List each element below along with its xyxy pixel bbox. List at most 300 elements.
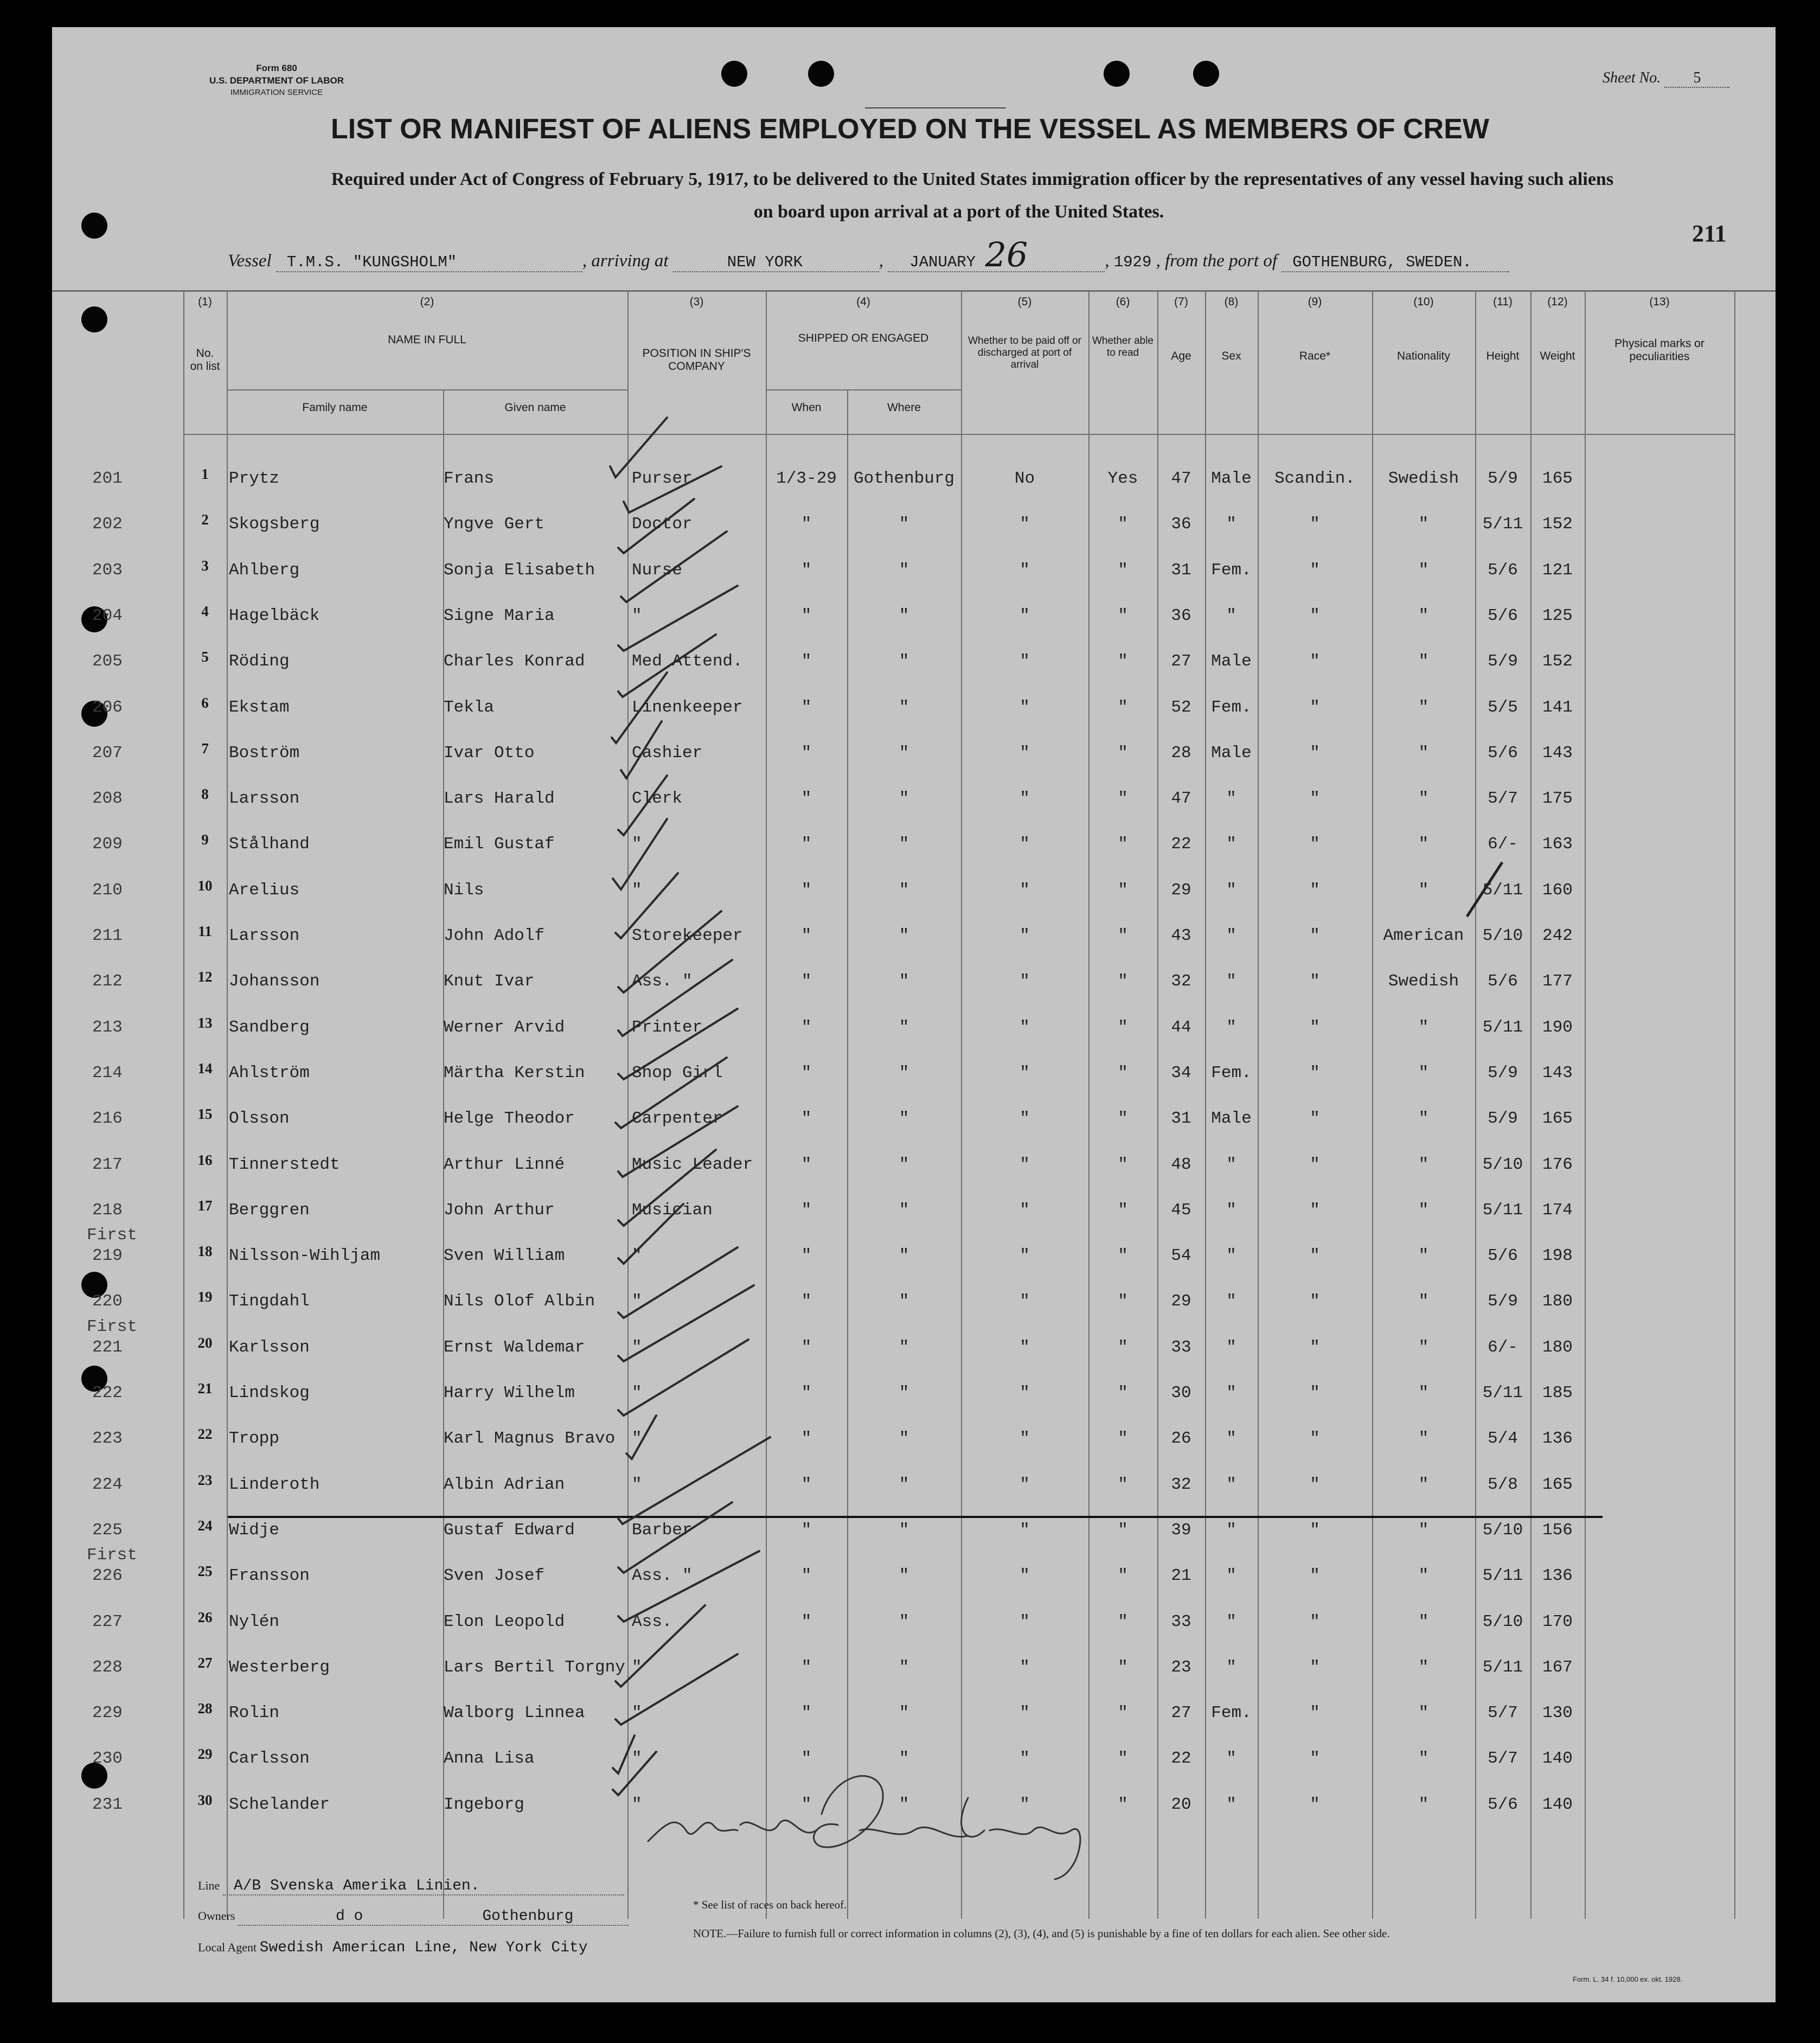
col4-header: SHIPPED OR ENGAGED — [798, 332, 929, 344]
able-to-read-cell: " — [1118, 1658, 1128, 1677]
given-name-cell: John Arthur — [444, 1201, 555, 1220]
paid-off-cell: " — [1020, 1338, 1030, 1357]
sex-cell: " — [1226, 1749, 1236, 1768]
shipped-where-cell: " — [899, 561, 909, 580]
sex-cell: Fem. — [1211, 698, 1252, 717]
col8-header: Sex — [1221, 350, 1241, 362]
shipped-when-cell: " — [801, 1246, 812, 1265]
sex-cell: " — [1226, 1612, 1236, 1631]
position-cell: " — [632, 881, 642, 900]
row-number: 9 — [201, 831, 209, 848]
row-number: 25 — [197, 1563, 213, 1579]
weight-cell: 125 — [1542, 606, 1573, 625]
height-cell: 5/11 — [1482, 1201, 1523, 1220]
col10-header: Nationality — [1396, 350, 1451, 362]
row-number: 8 — [201, 786, 209, 802]
able-to-read-cell: " — [1118, 1338, 1128, 1357]
shipped-when-cell: " — [801, 1475, 812, 1494]
paid-off-cell: " — [1020, 1429, 1030, 1448]
race-cell: " — [1310, 1155, 1320, 1174]
departure-port: GOTHENBURG, SWEDEN. — [1281, 253, 1509, 272]
title-rule — [865, 107, 1006, 108]
paid-off-cell: " — [1020, 1201, 1030, 1220]
from-label: , from the port of — [1156, 251, 1277, 271]
paid-off-cell: " — [1020, 1612, 1030, 1631]
header-bottom-rule — [183, 434, 1734, 435]
col2-given-header: Given name — [504, 401, 566, 414]
margin-number: 207 — [92, 744, 123, 763]
shipped-where-cell: " — [899, 835, 909, 854]
able-to-read-cell: " — [1118, 1018, 1128, 1037]
race-cell: " — [1310, 1521, 1320, 1540]
race-cell: " — [1310, 1612, 1320, 1631]
col11-number: (11) — [1493, 296, 1513, 308]
given-name-cell: Nils Olof Albin — [444, 1292, 595, 1311]
col1-header: No. on list — [190, 347, 220, 373]
family-name-cell: Arelius — [229, 881, 300, 900]
row-number: 11 — [198, 923, 212, 939]
shipped-when-cell: " — [801, 1109, 812, 1128]
family-name-cell: Larsson — [229, 789, 300, 808]
paid-off-cell: " — [1020, 1566, 1030, 1585]
margin-number: 209 — [92, 835, 123, 854]
race-cell: " — [1310, 1201, 1320, 1220]
age-cell: 36 — [1171, 515, 1191, 534]
position-cell: " — [632, 1749, 642, 1768]
able-to-read-cell: " — [1118, 1246, 1128, 1265]
shipped-where-cell: " — [899, 926, 909, 945]
sex-cell: " — [1226, 881, 1236, 900]
height-cell: 5/5 — [1488, 698, 1518, 717]
shipped-where-cell: " — [899, 1658, 909, 1677]
owners-city: Gothenburg — [482, 1908, 574, 1925]
able-to-read-cell: " — [1118, 972, 1128, 991]
col12-number: (12) — [1547, 296, 1568, 308]
position-cell: " — [632, 835, 642, 854]
height-cell: 5/11 — [1482, 881, 1523, 900]
age-cell: 22 — [1171, 835, 1191, 854]
age-cell: 27 — [1171, 652, 1191, 671]
nationality-cell: " — [1418, 881, 1429, 900]
age-cell: 44 — [1171, 1018, 1191, 1037]
col4-number: (4) — [856, 296, 870, 308]
race-cell: " — [1310, 1292, 1320, 1311]
height-cell: 5/7 — [1488, 1703, 1518, 1722]
row-number: 15 — [197, 1106, 213, 1122]
nationality-cell: " — [1418, 561, 1429, 580]
weight-cell: 140 — [1542, 1795, 1573, 1814]
shipped-where-cell: " — [899, 1795, 909, 1814]
given-name-cell: Sonja Elisabeth — [444, 561, 595, 580]
row-number: 1 — [201, 466, 209, 482]
able-to-read-cell: " — [1118, 1384, 1128, 1402]
shipped-when-cell: " — [801, 698, 812, 717]
given-name-cell: Lars Harald — [444, 789, 555, 808]
sex-cell: " — [1226, 1566, 1236, 1585]
margin-number: 229 — [92, 1703, 123, 1722]
margin-number: 212 — [92, 972, 123, 991]
row-number: 2 — [201, 511, 209, 528]
nationality-cell: " — [1418, 1795, 1429, 1814]
shipped-where-cell: " — [899, 515, 909, 534]
position-cell: Cashier — [632, 744, 703, 763]
position-cell: Musician — [632, 1201, 713, 1220]
position-cell: " — [632, 1475, 642, 1494]
punch-hole — [808, 61, 834, 87]
nationality-cell: " — [1418, 1018, 1429, 1037]
shipped-where-cell: " — [899, 1292, 909, 1311]
nationality-cell: " — [1418, 1566, 1429, 1585]
paid-off-cell: " — [1020, 881, 1030, 900]
position-cell: Med Attend. — [632, 652, 743, 671]
margin-number: 224 — [92, 1475, 123, 1494]
nationality-cell: " — [1418, 1749, 1429, 1768]
shipped-when-cell: " — [801, 1155, 812, 1174]
paid-off-cell: " — [1020, 789, 1030, 808]
row-number: 21 — [197, 1380, 213, 1397]
shipped-where-cell: " — [899, 1155, 909, 1174]
paid-off-cell: " — [1020, 835, 1030, 854]
family-name-cell: Röding — [229, 652, 290, 671]
family-name-cell: Prytz — [229, 469, 280, 488]
shipped-when-cell: " — [801, 1566, 812, 1585]
position-cell: Nurse — [632, 561, 683, 580]
shipped-where-cell: " — [899, 1246, 909, 1265]
punch-hole — [81, 306, 107, 332]
family-name-cell: Ahlström — [229, 1064, 310, 1083]
sex-cell: Male — [1211, 469, 1252, 488]
margin-number: 208 — [92, 789, 123, 808]
row-number: 4 — [201, 603, 209, 619]
position-cell: Music Leader — [632, 1155, 753, 1174]
age-cell: 21 — [1171, 1566, 1191, 1585]
family-name-cell: Widje — [229, 1521, 280, 1540]
family-name-cell: Rolin — [229, 1703, 280, 1722]
height-cell: 5/9 — [1488, 469, 1518, 488]
row-number: 7 — [201, 740, 209, 757]
given-name-cell: Frans — [444, 469, 495, 488]
nationality-cell: " — [1418, 515, 1429, 534]
sex-cell: " — [1226, 1795, 1236, 1814]
shipped-when-cell: " — [801, 1292, 812, 1311]
margin-number: 222 — [92, 1384, 123, 1402]
race-cell: " — [1310, 515, 1320, 534]
margin-number: 223 — [92, 1429, 123, 1448]
given-name-cell: Elon Leopold — [444, 1612, 565, 1631]
family-name-cell: Karlsson — [229, 1338, 310, 1357]
margin-number: 231 — [92, 1795, 123, 1814]
nationality-cell: " — [1418, 1475, 1429, 1494]
height-cell: 5/4 — [1488, 1429, 1518, 1448]
able-to-read-cell: " — [1118, 1475, 1128, 1494]
paid-off-cell: " — [1020, 1658, 1030, 1677]
weight-cell: 165 — [1542, 469, 1573, 488]
nationality-cell: " — [1418, 1429, 1429, 1448]
age-cell: 45 — [1171, 1201, 1191, 1220]
age-cell: 32 — [1171, 1475, 1191, 1494]
nationality-cell: " — [1418, 698, 1429, 717]
given-name-cell: Gustaf Edward — [444, 1521, 575, 1540]
race-cell: " — [1310, 1384, 1320, 1402]
vessel-label: Vessel — [228, 251, 272, 271]
owners-value — [238, 1908, 629, 1926]
shipped-where-cell: " — [899, 606, 909, 625]
able-to-read-cell: " — [1118, 744, 1128, 763]
age-cell: 39 — [1171, 1521, 1191, 1540]
punch-hole — [1193, 61, 1219, 87]
nationality-cell: " — [1418, 1521, 1429, 1540]
given-name-cell: Anna Lisa — [444, 1749, 535, 1768]
able-to-read-cell: " — [1118, 1703, 1128, 1722]
nationality-cell: " — [1418, 652, 1429, 671]
paid-off-cell: " — [1020, 1795, 1030, 1814]
paid-off-cell: " — [1020, 1018, 1030, 1037]
row-number: 23 — [197, 1472, 213, 1488]
able-to-read-cell: Yes — [1107, 469, 1138, 488]
margin-number: 220 — [92, 1292, 123, 1311]
nationality-cell: " — [1418, 1109, 1429, 1128]
col8-number: (8) — [1224, 296, 1239, 308]
position-cell: " — [632, 1795, 642, 1814]
paid-off-cell: " — [1020, 1292, 1030, 1311]
paid-off-cell: " — [1020, 1521, 1030, 1540]
row-number: 26 — [197, 1609, 213, 1625]
sheet-value: 5 — [1664, 69, 1729, 88]
shipped-when-cell: " — [801, 835, 812, 854]
margin-number: 226 — [92, 1566, 123, 1585]
statute-line-1: Required under Act of Congress of February 5, 1917, to be delivered to the United States immigration officer by the representatives of any vessel having such aliens — [331, 169, 1614, 189]
sex-cell: " — [1226, 1018, 1236, 1037]
able-to-read-cell: " — [1118, 515, 1128, 534]
margin-number: 221 — [92, 1338, 123, 1357]
nationality-cell: " — [1418, 1292, 1429, 1311]
weight-cell: 174 — [1542, 1201, 1573, 1220]
col1-number: (1) — [198, 296, 212, 308]
position-cell: Shop Girl — [632, 1064, 723, 1083]
weight-cell: 198 — [1542, 1246, 1573, 1265]
age-cell: 33 — [1171, 1338, 1191, 1357]
col6-number: (6) — [1116, 296, 1130, 308]
age-cell: 28 — [1171, 744, 1191, 763]
height-cell: 5/10 — [1482, 1521, 1523, 1540]
shipped-where-cell: " — [899, 1429, 909, 1448]
shipped-when-cell: " — [801, 1521, 812, 1540]
sex-cell: " — [1226, 1384, 1236, 1402]
height-cell: 5/6 — [1488, 1246, 1518, 1265]
col2-number: (2) — [420, 296, 434, 308]
row-number: 18 — [197, 1243, 213, 1259]
weight-cell: 185 — [1542, 1384, 1573, 1402]
able-to-read-cell: " — [1118, 789, 1128, 808]
col7-number: (7) — [1174, 296, 1188, 308]
age-cell: 31 — [1171, 1109, 1191, 1128]
given-name-cell: Karl Magnus Bravo — [444, 1429, 616, 1448]
col5-header: Whether to be paid off or discharged at port of arrival — [968, 335, 1081, 370]
age-cell: 32 — [1171, 972, 1191, 991]
col3-header: POSITION IN SHIP'S COMPANY — [642, 347, 751, 373]
col2-family-header: Family name — [302, 401, 368, 414]
shipped-when-cell: " — [801, 515, 812, 534]
given-name-cell: Arthur Linné — [444, 1155, 565, 1174]
weight-cell: 177 — [1542, 972, 1573, 991]
weight-cell: 180 — [1542, 1292, 1573, 1311]
shipped-when-cell: " — [801, 881, 812, 900]
given-name-cell: Märtha Kerstin — [444, 1064, 585, 1083]
col13-number: (13) — [1649, 296, 1670, 308]
inspector-check-marks — [597, 390, 781, 1855]
sex-cell: " — [1226, 835, 1236, 854]
sex-cell: Male — [1211, 744, 1252, 763]
sex-cell: " — [1226, 1155, 1236, 1174]
family-name-cell: Berggren — [229, 1201, 310, 1220]
age-cell: 48 — [1171, 1155, 1191, 1174]
position-cell: " — [632, 1338, 642, 1357]
nationality-cell: " — [1418, 1246, 1429, 1265]
sex-cell: " — [1226, 1338, 1236, 1357]
shipped-when-cell: " — [801, 1703, 812, 1722]
race-cell: " — [1310, 789, 1320, 808]
shipped-where-cell: " — [899, 1201, 909, 1220]
position-cell: Ass. " — [632, 972, 693, 991]
height-cell: 5/6 — [1488, 1795, 1518, 1814]
shipped-when-cell: " — [801, 1795, 812, 1814]
paid-off-cell: " — [1020, 926, 1030, 945]
sex-cell: " — [1226, 1246, 1236, 1265]
race-cell: " — [1310, 1246, 1320, 1265]
able-to-read-cell: " — [1118, 606, 1128, 625]
height-cell: 5/6 — [1488, 561, 1518, 580]
able-to-read-cell: " — [1118, 881, 1128, 900]
shipped-where-cell: " — [899, 1018, 909, 1037]
sex-cell: " — [1226, 1475, 1236, 1494]
age-cell: 23 — [1171, 1658, 1191, 1677]
able-to-read-cell: " — [1118, 1612, 1128, 1631]
family-name-cell: Carlsson — [229, 1749, 310, 1768]
margin-number: 202 — [92, 515, 123, 534]
shipped-where-cell: " — [899, 1612, 909, 1631]
family-name-cell: Tropp — [229, 1429, 280, 1448]
able-to-read-cell: " — [1118, 1292, 1128, 1311]
family-name-cell: Boström — [229, 744, 300, 763]
margin-number: 203 — [92, 561, 123, 580]
race-cell: " — [1310, 744, 1320, 763]
sex-cell: " — [1226, 1429, 1236, 1448]
race-cell: " — [1310, 1064, 1320, 1083]
paid-off-cell: " — [1020, 561, 1030, 580]
vessel-line: Vessel T.M.S. "KUNGSHOLM" , arriving at NEW YORK , JANUARY 26 , 1929 , from the port of GOTHENBURG, SWEDEN. — [228, 249, 1509, 272]
height-cell: 5/10 — [1482, 926, 1523, 945]
nationality-cell: " — [1418, 606, 1429, 625]
able-to-read-cell: " — [1118, 652, 1128, 671]
nationality-cell: Swedish — [1388, 972, 1459, 991]
paid-off-cell: " — [1020, 1246, 1030, 1265]
nationality-cell: Swedish — [1388, 469, 1459, 488]
paid-off-cell: " — [1020, 1155, 1030, 1174]
shipped-when-cell: " — [801, 744, 812, 763]
race-cell: " — [1310, 606, 1320, 625]
position-cell: Clerk — [632, 789, 683, 808]
paid-off-cell: " — [1020, 1703, 1030, 1722]
punch-hole — [721, 61, 747, 87]
nationality-cell: American — [1383, 926, 1464, 945]
age-cell: 43 — [1171, 926, 1191, 945]
owners-field — [198, 1908, 629, 1926]
family-name-cell: Schelander — [229, 1795, 330, 1814]
given-name-cell: Sven Josef — [444, 1566, 545, 1585]
line-label: Line — [198, 1879, 220, 1892]
shipped-when-cell: " — [801, 1201, 812, 1220]
paid-off-cell: " — [1020, 1749, 1030, 1768]
age-cell: 22 — [1171, 1749, 1191, 1768]
shipped-when-cell: " — [801, 561, 812, 580]
race-cell: " — [1310, 698, 1320, 717]
given-name-cell: Harry Wilhelm — [444, 1384, 575, 1402]
sex-cell: " — [1226, 1521, 1236, 1540]
signature — [643, 1765, 1131, 1890]
shipped-where-cell: " — [899, 789, 909, 808]
arrival-date — [888, 235, 1105, 274]
race-cell: " — [1310, 1749, 1320, 1768]
sex-cell: " — [1226, 515, 1236, 534]
family-name-cell: Stålhand — [229, 835, 310, 854]
shipped-when-cell: 1/3-29 — [776, 469, 837, 488]
family-name-cell: Olsson — [229, 1109, 290, 1128]
shipped-where-cell: " — [899, 698, 909, 717]
paid-off-cell: " — [1020, 652, 1030, 671]
family-name-cell: Nylén — [229, 1612, 280, 1631]
age-cell: 47 — [1171, 469, 1191, 488]
race-cell: " — [1310, 835, 1320, 854]
race-cell: " — [1310, 926, 1320, 945]
weight-cell: 136 — [1542, 1429, 1573, 1448]
position-cell: Ass. " — [632, 1566, 693, 1585]
position-cell: Linenkeeper — [632, 698, 743, 717]
race-cell: " — [1310, 1018, 1320, 1037]
shipped-where-cell: " — [899, 1703, 909, 1722]
age-cell: 47 — [1171, 789, 1191, 808]
row-number: 30 — [197, 1792, 213, 1808]
column-divider — [183, 292, 184, 1919]
paid-off-cell: " — [1020, 698, 1030, 717]
given-name-cell: Ivar Otto — [444, 744, 535, 763]
row-number: 28 — [197, 1700, 213, 1717]
shipped-where-cell: " — [899, 972, 909, 991]
race-cell: " — [1310, 1429, 1320, 1448]
column-divider — [1585, 292, 1586, 1919]
family-name-cell: Westerberg — [229, 1658, 330, 1677]
height-cell: 5/11 — [1482, 1018, 1523, 1037]
col9-header: Race* — [1299, 350, 1331, 362]
subheader-rule — [227, 389, 627, 390]
weight-cell: 143 — [1542, 744, 1573, 763]
given-name-cell: Charles Konrad — [444, 652, 585, 671]
weight-cell: 152 — [1542, 652, 1573, 671]
family-name-cell: Ekstam — [229, 698, 290, 717]
paid-off-cell: " — [1020, 972, 1030, 991]
family-name-cell: Johansson — [229, 972, 320, 991]
col6-header: Whether able to read — [1092, 335, 1153, 358]
arrival-year: 1929 — [1113, 253, 1152, 271]
position-cell: Ass. — [632, 1612, 672, 1631]
margin-note: First — [87, 1546, 138, 1565]
position-cell: " — [632, 1384, 642, 1402]
shipped-when-cell: " — [801, 1749, 812, 1768]
weight-cell: 165 — [1542, 1109, 1573, 1128]
sex-cell: Fem. — [1211, 561, 1252, 580]
sheet-label: Sheet No. — [1603, 69, 1661, 86]
race-cell: " — [1310, 1658, 1320, 1677]
shipped-when-cell: " — [801, 1429, 812, 1448]
